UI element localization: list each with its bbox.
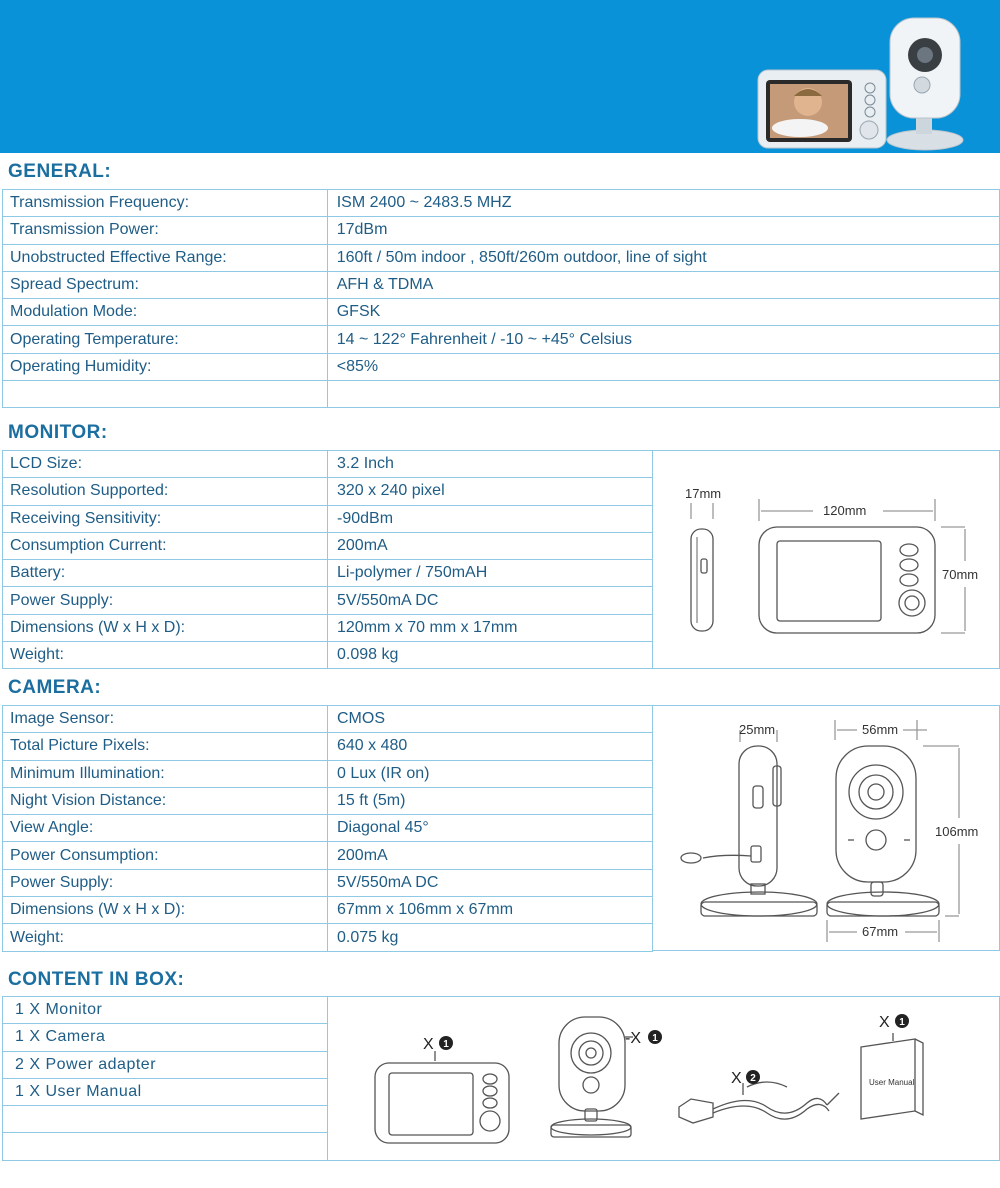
table-row bbox=[3, 451, 653, 478]
row-label: Power Supply: bbox=[3, 869, 328, 896]
row-label: Receiving Sensitivity: bbox=[3, 505, 328, 532]
row-label: LCD Size: bbox=[3, 451, 328, 478]
content-diagram bbox=[327, 996, 1000, 1161]
table-row bbox=[3, 190, 1000, 217]
row-label: Battery: bbox=[3, 560, 328, 587]
row-value: 67mm x 106mm x 67mm bbox=[328, 897, 653, 924]
adapter-count-number: 2 bbox=[750, 1073, 756, 1084]
row-value: 0 Lux (IR on) bbox=[328, 760, 653, 787]
row-label: 1 X User Manual bbox=[3, 1078, 328, 1105]
row-value: AFH & TDMA bbox=[327, 271, 999, 298]
table-row bbox=[3, 997, 328, 1024]
manual-count-number: 1 bbox=[899, 1017, 905, 1028]
table-row bbox=[3, 326, 1000, 353]
content-table bbox=[2, 996, 328, 1161]
table-row bbox=[3, 1051, 328, 1078]
row-label: Dimensions (W x H x D): bbox=[3, 614, 328, 641]
row-value: 15 ft (5m) bbox=[328, 787, 653, 814]
general-title: GENERAL: bbox=[8, 161, 112, 182]
row-label: Unobstructed Effective Range: bbox=[3, 244, 328, 271]
row-label bbox=[3, 381, 328, 408]
table-row bbox=[3, 924, 653, 951]
row-value: 17dBm bbox=[327, 217, 999, 244]
table-row bbox=[3, 271, 1000, 298]
manual-cover-text: User Manual bbox=[869, 1078, 915, 1087]
row-value: 5V/550mA DC bbox=[328, 587, 653, 614]
row-label: Minimum Illumination: bbox=[3, 760, 328, 787]
table-row bbox=[3, 478, 653, 505]
adapter-qty-label: X bbox=[731, 1070, 742, 1087]
row-value: 200mA bbox=[328, 532, 653, 559]
general-table bbox=[2, 189, 1000, 408]
row-value bbox=[327, 381, 999, 408]
row-value: -90dBm bbox=[328, 505, 653, 532]
table-row bbox=[3, 1133, 328, 1160]
table-row bbox=[3, 587, 653, 614]
row-value: GFSK bbox=[327, 299, 999, 326]
monitor-table bbox=[2, 450, 653, 669]
row-label: Operating Temperature: bbox=[3, 326, 328, 353]
row-label: View Angle: bbox=[3, 815, 328, 842]
row-label: Image Sensor: bbox=[3, 706, 328, 733]
row-label: Modulation Mode: bbox=[3, 299, 328, 326]
row-value: CMOS bbox=[328, 706, 653, 733]
row-value: 0.098 kg bbox=[328, 642, 653, 669]
monitor-qty-label: X bbox=[423, 1036, 434, 1053]
row-value: 0.075 kg bbox=[328, 924, 653, 951]
header-banner bbox=[0, 0, 1000, 153]
row-label: Weight: bbox=[3, 924, 328, 951]
table-row bbox=[3, 706, 653, 733]
row-label: Transmission Power: bbox=[3, 217, 328, 244]
monitor-title: MONITOR: bbox=[8, 422, 108, 443]
row-value: 3.2 Inch bbox=[328, 451, 653, 478]
row-label: Power Supply: bbox=[3, 587, 328, 614]
box-items-drawing bbox=[327, 997, 1000, 1162]
row-label bbox=[3, 1106, 328, 1133]
table-row bbox=[3, 842, 653, 869]
camera-diagram bbox=[653, 705, 1000, 951]
row-value: 120mm x 70 mm x 17mm bbox=[328, 614, 653, 641]
row-value: 200mA bbox=[328, 842, 653, 869]
monitor-dimension-drawing bbox=[653, 451, 1000, 670]
table-row bbox=[3, 787, 653, 814]
row-label: Spread Spectrum: bbox=[3, 271, 328, 298]
row-label: Total Picture Pixels: bbox=[3, 733, 328, 760]
table-row bbox=[3, 244, 1000, 271]
row-label: Resolution Supported: bbox=[3, 478, 328, 505]
row-value: <85% bbox=[327, 353, 999, 380]
table-row bbox=[3, 505, 653, 532]
camera-dimension-drawing bbox=[653, 706, 1000, 952]
row-label: Dimensions (W x H x D): bbox=[3, 897, 328, 924]
camera-qty-label: -X bbox=[625, 1030, 641, 1047]
camera-count-number: 1 bbox=[652, 1033, 658, 1044]
row-value: 14 ~ 122° Fahrenheit / -10 ~ +45° Celsius bbox=[327, 326, 999, 353]
table-row bbox=[3, 815, 653, 842]
table-row bbox=[3, 1106, 328, 1133]
row-label: 1 X Camera bbox=[3, 1024, 328, 1051]
row-value: Diagonal 45° bbox=[328, 815, 653, 842]
table-row bbox=[3, 869, 653, 896]
table-row bbox=[3, 532, 653, 559]
table-row bbox=[3, 1078, 328, 1105]
row-value: 320 x 240 pixel bbox=[328, 478, 653, 505]
row-label: Power Consumption: bbox=[3, 842, 328, 869]
row-value: 640 x 480 bbox=[328, 733, 653, 760]
content-title: CONTENT IN BOX: bbox=[8, 969, 185, 990]
table-row bbox=[3, 560, 653, 587]
manual-qty-label: X bbox=[879, 1014, 890, 1031]
monitor-count-number: 1 bbox=[443, 1039, 449, 1050]
table-row bbox=[3, 353, 1000, 380]
row-label: 1 X Monitor bbox=[3, 997, 328, 1024]
row-value: Li-polymer / 750mAH bbox=[328, 560, 653, 587]
table-row bbox=[3, 1024, 328, 1051]
monitor-width-label: 120mm bbox=[823, 503, 867, 518]
table-row bbox=[3, 733, 653, 760]
row-label: Operating Humidity: bbox=[3, 353, 328, 380]
camera-table bbox=[2, 705, 653, 952]
table-row bbox=[3, 760, 653, 787]
row-label: Night Vision Distance: bbox=[3, 787, 328, 814]
monitor-depth-label: 17mm bbox=[685, 486, 722, 501]
row-label bbox=[3, 1133, 328, 1160]
row-label: Weight: bbox=[3, 642, 328, 669]
row-label: 2 X Power adapter bbox=[3, 1051, 328, 1078]
camera-base-width-label: 67mm bbox=[862, 924, 899, 939]
product-photo bbox=[0, 0, 1000, 153]
table-row bbox=[3, 299, 1000, 326]
table-row bbox=[3, 897, 653, 924]
camera-top-width-label: 56mm bbox=[862, 722, 899, 737]
row-value: 5V/550mA DC bbox=[328, 869, 653, 896]
table-row bbox=[3, 381, 1000, 408]
monitor-diagram bbox=[653, 450, 1000, 669]
table-row bbox=[3, 217, 1000, 244]
table-row bbox=[3, 642, 653, 669]
monitor-height-label: 70mm bbox=[942, 567, 979, 582]
table-row bbox=[3, 614, 653, 641]
camera-title: CAMERA: bbox=[8, 677, 102, 698]
camera-depth-label: 25mm bbox=[739, 722, 776, 737]
row-label: Consumption Current: bbox=[3, 532, 328, 559]
row-value: ISM 2400 ~ 2483.5 MHZ bbox=[327, 190, 999, 217]
camera-height-label: 106mm bbox=[935, 824, 979, 839]
row-value: 160ft / 50m indoor , 850ft/260m outdoor, line of sight bbox=[327, 244, 999, 271]
row-label: Transmission Frequency: bbox=[3, 190, 328, 217]
